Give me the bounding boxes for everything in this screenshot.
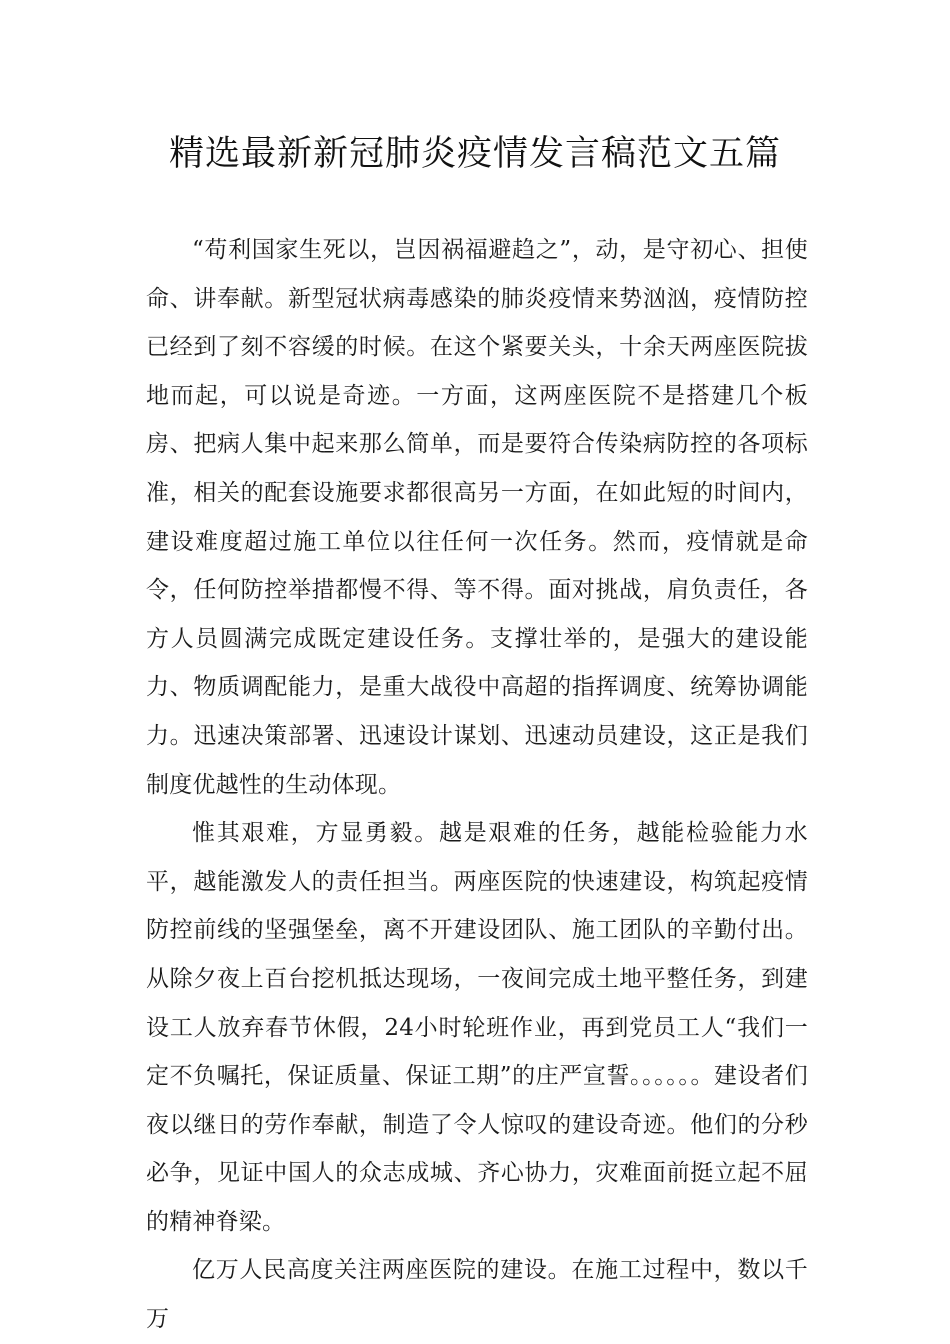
document-title: 精选最新新冠肺炎疫情发言稿范文五篇 [168,134,781,174]
paragraph-3: 亿万人民高度关注两座医院的建设。在施工过程中，数以千万 [146,1257,808,1333]
document-body [146,226,808,1344]
paragraph-2: 惟其艰难，方显勇毅。越是艰难的任务，越能检验能力水平，越能激发人的责任担当。两座医院的快速建设，构筑起疫情防控前线的坚强堡垒，离不开建设团队、施工团队的辛勤付出。从除夕夜上百台挖机抵达现场，一夜间完成土地平整任务，到建设工人放弃春节休假，24小时轮班作业，再到党员工人“我们一定不负嘱托，保证质量、保证工期”的庄严宣誓。。。。。。建设者们夜以继日的劳作奉献，制造了令人惊叹的建设奇迹。他们的分秒必争，见证中国人的众志成城、齐心协力，灾难面前挺立起不屈的精神脊梁。 [146,820,808,1235]
paragraph-1: “苟利国家生死以，岂因祸福避趋之”，动，是守初心、担使命、讲奉献。新型冠状病毒感染的肺炎疫情来势汹汹，疫情防控已经到了刻不容缓的时候。在这个紧要关头，十余天两座医院拔地而起，可以说是奇迹。一方面，这两座医院不是搭建几个板房、把病人集中起来那么简单，而是要符合传染病防控的各项标准，相关的配套设施要求都很高另一方面，在如此短的时间内，建设难度超过施工单位以往任何一次任务。然而，疫情就是命令，任何防控举措都慢不得、等不得。面对挑战，肩负责任，各方人员圆满完成既定建设任务。支撑壮举的，是强大的建设能力、物质调配能力，是重大战役中高超的指挥调度、统筹协调能力。迅速决策部署、迅速设计谋划、迅速动员建设，这正是我们制度优越性的生动体现。 [146,237,808,798]
